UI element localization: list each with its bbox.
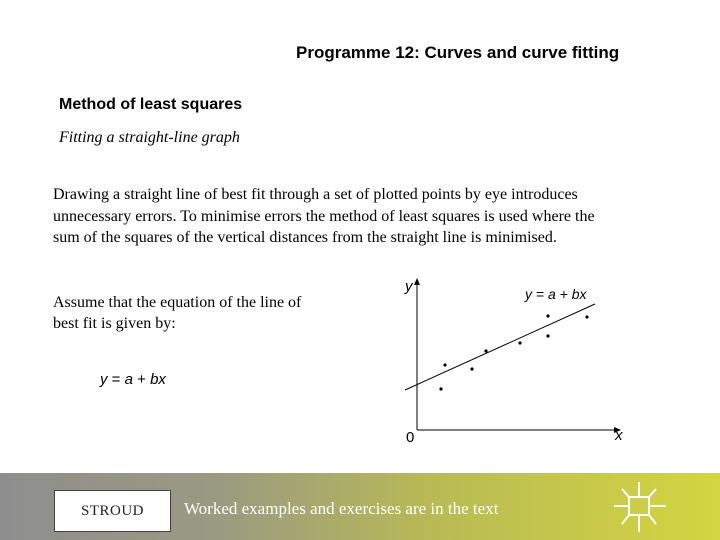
data-point bbox=[518, 341, 521, 344]
data-point bbox=[546, 334, 549, 337]
assume-paragraph: Assume that the equation of the line of best fit is given by: bbox=[53, 294, 302, 332]
data-point bbox=[484, 349, 487, 352]
equation-plus: + bbox=[132, 371, 151, 388]
data-point bbox=[443, 363, 446, 366]
origin-label: 0 bbox=[406, 429, 415, 446]
y-axis-label: y bbox=[405, 278, 413, 295]
subsection-title: Fitting a straight-line graph bbox=[59, 129, 240, 146]
equation-a: a bbox=[124, 371, 133, 388]
equation-y: y bbox=[100, 371, 108, 388]
footer-bar bbox=[0, 473, 720, 540]
stroud-logo: STROUD bbox=[54, 490, 171, 532]
data-point bbox=[585, 315, 588, 318]
best-fit-line bbox=[405, 304, 595, 390]
data-point bbox=[546, 314, 549, 317]
sparkle-icon bbox=[614, 482, 666, 532]
line-equation bbox=[100, 371, 166, 388]
line-equation-label: y = a + bx bbox=[525, 286, 587, 302]
section-title: Method of least squares bbox=[59, 96, 243, 113]
best-fit-graph bbox=[395, 272, 635, 447]
equation-bx: bx bbox=[150, 371, 166, 388]
x-axis-label: x bbox=[615, 427, 623, 444]
equation-equals: = bbox=[107, 371, 125, 388]
y-axis-arrow bbox=[414, 278, 420, 285]
data-point bbox=[439, 387, 442, 390]
intro-paragraph: Drawing a straight line of best fit through a set of plotted points by eye introduces unnecessary errors. To minimise errors the method of least squares is used where the sum of the squares of the vertical distances from the straight line is minimised. bbox=[53, 186, 595, 246]
footer-caption: Worked examples and exercises are in the text bbox=[184, 499, 499, 518]
programme-title: Programme 12: Curves and curve fitting bbox=[296, 43, 620, 62]
data-point bbox=[470, 367, 473, 370]
